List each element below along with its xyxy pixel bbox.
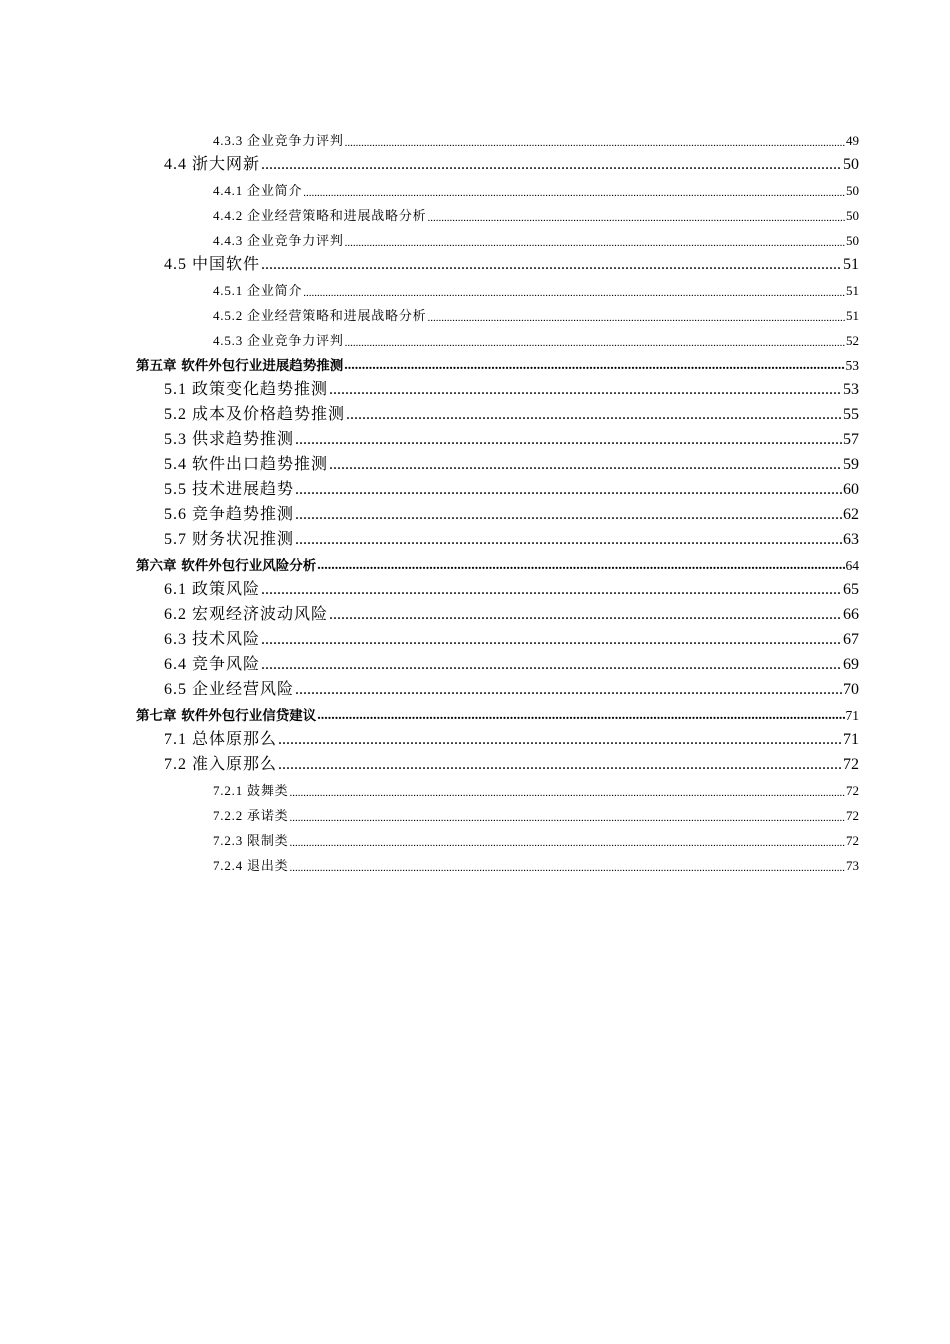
toc-entry[interactable] — [0, 449, 950, 474]
toc-entry[interactable] — [0, 424, 950, 449]
dot-leader — [261, 631, 842, 649]
toc-entry-page: 50 — [846, 208, 859, 223]
dot-leader — [346, 406, 842, 424]
toc-entry-page: 53 — [843, 381, 859, 398]
toc-entry-title: 第七章 软件外包行业信贷建议 — [136, 708, 317, 724]
toc-entry-title: 5.2 成本及价格趋势推测 — [164, 406, 346, 423]
toc-entry[interactable] — [0, 399, 950, 424]
toc-entry-title: 4.4.1 企业简介 — [213, 183, 303, 198]
dot-leader — [303, 187, 845, 199]
toc-entry[interactable] — [0, 599, 950, 624]
toc-entry[interactable] — [0, 774, 950, 799]
toc-entry-page: 51 — [843, 256, 859, 273]
toc-entry-title: 4.4 浙大网新 — [164, 156, 261, 173]
toc-entry-title: 7.2.3 限制类 — [213, 833, 289, 848]
toc-entry-page: 52 — [846, 333, 859, 348]
toc-entry-page: 66 — [843, 606, 859, 623]
dot-leader — [295, 481, 842, 499]
toc-entry[interactable] — [0, 174, 950, 199]
toc-entry-title: 5.3 供求趋势推测 — [164, 431, 295, 448]
toc-entry[interactable] — [0, 724, 950, 749]
toc-entry[interactable] — [0, 499, 950, 524]
toc-entry-page: 71 — [843, 731, 859, 748]
dot-leader — [278, 731, 842, 749]
dot-leader — [317, 558, 844, 574]
toc-entry-title: 5.6 竞争趋势推测 — [164, 506, 295, 523]
toc-entry-page: 50 — [843, 156, 859, 173]
toc-chapter-entry[interactable] — [0, 699, 950, 724]
table-of-contents — [0, 124, 950, 874]
dot-leader — [261, 256, 842, 274]
toc-entry-title: 5.7 财务状况推测 — [164, 531, 295, 548]
dot-leader — [261, 581, 842, 599]
dot-leader — [295, 506, 842, 524]
dot-leader — [427, 312, 845, 324]
toc-entry-page: 60 — [843, 481, 859, 498]
toc-entry-title: 6.1 政策风险 — [164, 581, 261, 598]
toc-entry[interactable] — [0, 374, 950, 399]
toc-entry-title: 5.4 软件出口趋势推测 — [164, 456, 329, 473]
toc-entry-page: 50 — [846, 233, 859, 248]
toc-chapter-entry[interactable] — [0, 549, 950, 574]
dot-leader — [317, 708, 844, 724]
toc-entry-title: 6.5 企业经营风险 — [164, 681, 295, 698]
toc-entry-title: 7.2.1 鼓舞类 — [213, 783, 289, 798]
toc-entry-title: 7.2.4 退出类 — [213, 858, 289, 873]
dot-leader — [345, 337, 845, 349]
toc-entry-page: 70 — [843, 681, 859, 698]
dot-leader — [303, 287, 845, 299]
toc-entry[interactable] — [0, 274, 950, 299]
toc-entry-title: 7.2 准入原那么 — [164, 756, 278, 773]
toc-entry[interactable] — [0, 149, 950, 174]
toc-entry-page: 49 — [846, 133, 859, 148]
toc-entry-page: 72 — [846, 808, 859, 823]
dot-leader — [295, 531, 842, 549]
toc-entry-page: 65 — [843, 581, 859, 598]
dot-leader — [289, 787, 845, 799]
toc-entry-title: 5.5 技术进展趋势 — [164, 481, 295, 498]
toc-entry[interactable] — [0, 224, 950, 249]
toc-entry-page: 63 — [843, 531, 859, 548]
toc-entry-page: 59 — [843, 456, 859, 473]
dot-leader — [278, 756, 842, 774]
dot-leader — [329, 606, 842, 624]
dot-leader — [261, 656, 842, 674]
toc-entry-page: 72 — [846, 833, 859, 848]
toc-entry-title: 7.1 总体原那么 — [164, 731, 278, 748]
toc-entry-title: 4.4.2 企业经营策略和进展战略分析 — [213, 208, 427, 223]
toc-entry[interactable] — [0, 749, 950, 774]
toc-entry-title: 4.5 中国软件 — [164, 256, 261, 273]
toc-entry-page: 51 — [846, 308, 859, 323]
dot-leader — [344, 358, 844, 374]
toc-entry[interactable] — [0, 199, 950, 224]
toc-entry-page: 71 — [845, 708, 859, 723]
toc-entry-page: 53 — [845, 358, 859, 373]
toc-entry-page: 72 — [843, 756, 859, 773]
toc-entry-title: 4.5.3 企业竞争力评判 — [213, 333, 344, 348]
toc-entry[interactable] — [0, 624, 950, 649]
dot-leader — [261, 156, 842, 174]
toc-entry-page: 51 — [846, 283, 859, 298]
toc-entry-title: 6.2 宏观经济波动风险 — [164, 606, 329, 623]
toc-entry-page: 72 — [846, 783, 859, 798]
dot-leader — [329, 456, 842, 474]
toc-entry-title: 第五章 软件外包行业进展趋势推测 — [136, 358, 344, 374]
toc-entry-page: 73 — [846, 858, 859, 873]
toc-entry[interactable] — [0, 249, 950, 274]
toc-entry[interactable] — [0, 649, 950, 674]
toc-entry-page: 55 — [843, 406, 859, 423]
toc-entry-page: 62 — [843, 506, 859, 523]
toc-entry[interactable] — [0, 799, 950, 824]
toc-entry[interactable] — [0, 849, 950, 874]
toc-entry-title: 第六章 软件外包行业风险分析 — [136, 558, 317, 574]
toc-entry-page: 57 — [843, 431, 859, 448]
dot-leader — [295, 681, 842, 699]
toc-entry-title: 4.3.3 企业竞争力评判 — [213, 133, 344, 148]
toc-entry-page: 64 — [845, 558, 859, 573]
toc-entry-title: 5.1 政策变化趋势推测 — [164, 381, 329, 398]
toc-chapter-entry[interactable] — [0, 349, 950, 374]
dot-leader — [329, 381, 842, 399]
dot-leader — [289, 812, 845, 824]
toc-entry-title: 4.5.2 企业经营策略和进展战略分析 — [213, 308, 427, 323]
toc-entry[interactable] — [0, 124, 950, 149]
dot-leader — [295, 431, 842, 449]
toc-entry[interactable] — [0, 574, 950, 599]
toc-entry[interactable] — [0, 674, 950, 699]
toc-entry-title: 7.2.2 承诺类 — [213, 808, 289, 823]
toc-entry-page: 67 — [843, 631, 859, 648]
dot-leader — [345, 137, 845, 149]
toc-entry-title: 4.5.1 企业简介 — [213, 283, 303, 298]
dot-leader — [427, 212, 845, 224]
toc-entry[interactable] — [0, 824, 950, 849]
toc-entry[interactable] — [0, 324, 950, 349]
dot-leader — [289, 862, 845, 874]
toc-entry-page: 69 — [843, 656, 859, 673]
dot-leader — [345, 237, 845, 249]
dot-leader — [289, 837, 845, 849]
toc-entry-title: 6.4 竞争风险 — [164, 656, 261, 673]
toc-entry[interactable] — [0, 524, 950, 549]
toc-entry[interactable] — [0, 474, 950, 499]
toc-entry-title: 4.4.3 企业竞争力评判 — [213, 233, 344, 248]
toc-entry-page: 50 — [846, 183, 859, 198]
toc-entry[interactable] — [0, 299, 950, 324]
toc-entry-title: 6.3 技术风险 — [164, 631, 261, 648]
